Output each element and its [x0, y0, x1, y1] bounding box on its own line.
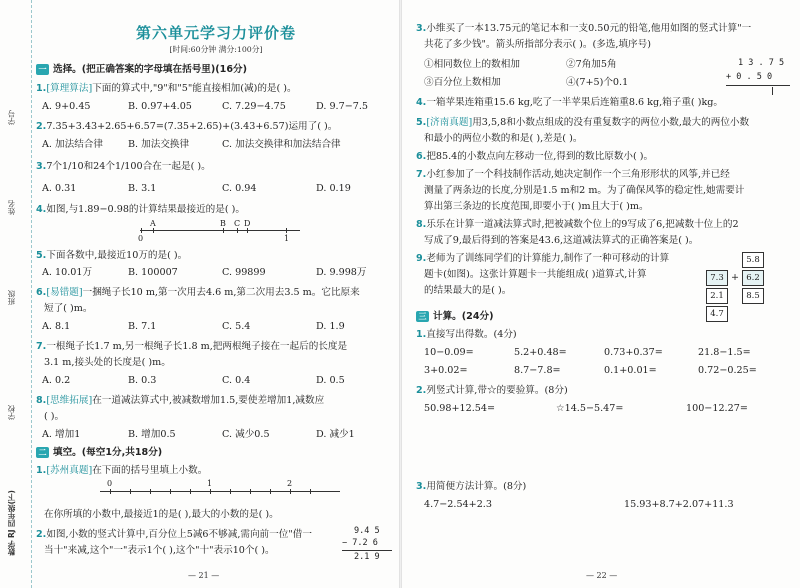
option-c: C. 0.94 [222, 183, 257, 194]
question-tag: [思维拓展] [46, 395, 93, 406]
label-d: D [244, 219, 251, 228]
question-text: 老师为了训练同学们的计算能力,制作了一种可移动的计算 [426, 253, 670, 264]
question-8 [36, 394, 324, 408]
question-text: 如图,与1.89−0.98的计算结果最接近的是( )。 [46, 204, 245, 215]
section-badge: 一 [36, 64, 49, 75]
option-b: B. 加法交换律 [128, 139, 190, 150]
question-number: 2. [416, 385, 427, 396]
question-text: 把85.4的小数点向左移动一位,得到的数比原数小( )。 [426, 151, 654, 162]
option-1: ①相同数位上的数相加 [424, 59, 520, 70]
label-two: 2 [287, 479, 293, 488]
binding-label-class: 班级 [7, 290, 16, 305]
option-3: ③百分位上数相加 [424, 77, 501, 88]
question-text: 一捆绳子长10 m,第一次用去4.6 m,第二次用去3.5 m。它比原来 [82, 287, 360, 298]
question-number: 1. [36, 465, 47, 476]
calc-item: ☆14.5−5.47= [556, 403, 624, 414]
option-d: D. 9.998万 [316, 267, 367, 278]
question-5 [36, 249, 187, 263]
question-text: 小维买了一本13.75元的笔记本和一支0.50元的铅笔,他用如图的竖式计算"一 [426, 23, 752, 34]
question-9-cont2: 的结果最大的是( )。 [424, 285, 512, 296]
fill-question-1 [36, 464, 207, 478]
tick [150, 489, 151, 494]
option-4: ④(7+5)个0.1 [566, 77, 629, 88]
question-text: 7.35+3.43+2.65+6.57=(7.35+2.65)+(3.43+6.57)运用了( )。 [46, 121, 338, 132]
option-b: B. 100007 [128, 267, 178, 278]
question-7 [36, 340, 347, 354]
section-title: 计算。(24分) [433, 311, 494, 322]
card-operator: + [731, 272, 740, 283]
label-b: B [220, 219, 226, 228]
question-4 [36, 203, 245, 217]
binding-label-id: 学号 [7, 110, 16, 125]
question-tag: [济南真题] [426, 117, 473, 128]
tick [141, 228, 142, 233]
question-2 [36, 120, 337, 134]
question-number: 9. [416, 253, 427, 264]
tick [223, 228, 224, 233]
question-9-right [416, 252, 669, 266]
question-number: 3. [416, 481, 427, 492]
calc-item: 0.73+0.37= [604, 347, 663, 358]
addend-2: + 0 . 5 0 [726, 72, 773, 82]
minuend: 9.4 5 [354, 526, 380, 536]
question-3-right [416, 22, 751, 36]
tick [237, 228, 238, 233]
question-7-cont2: 算出第三条边的长度范围,即要小于( )m且大于( )m。 [424, 201, 649, 212]
tick [290, 489, 291, 494]
binding-label-name: 姓名 [7, 200, 16, 215]
question-number: 7. [416, 169, 427, 180]
arrow-icon [772, 87, 773, 95]
option-c: C. 5.4 [222, 321, 251, 332]
question-tag: [算理算法] [46, 83, 93, 94]
page-subtitle: [时间:60分钟 满分:100分] [169, 45, 263, 54]
question-text: 下面的算式中,"9"和"5"能直接相加(减)的是( )。 [92, 83, 297, 94]
calc-item: 50.98+12.54= [424, 403, 496, 414]
calc-question-3 [416, 480, 526, 494]
question-6 [36, 286, 360, 300]
question-number: 1. [416, 329, 427, 340]
question-tag: [苏州真题] [46, 465, 93, 476]
question-number: 6. [416, 151, 427, 162]
sum-line [726, 85, 790, 86]
calc-item: 0.72−0.25= [698, 365, 757, 376]
binding-strip [0, 0, 32, 588]
tick [286, 228, 287, 233]
question-text: 7个1/10和24个1/100合在一起是( )。 [46, 161, 211, 172]
card-top: 5.8 [742, 252, 764, 268]
page-number-right: — 22 — [586, 571, 618, 580]
question-text: 下面各数中,最接近10万的是( )。 [46, 250, 188, 261]
binding-label-book: 数学 RJ 四年级(下) [7, 490, 16, 556]
option-b: B. 0.97+4.05 [128, 101, 192, 112]
section-title: 填空。(每空1分,共18分) [53, 447, 163, 458]
calc-item: 10−0.09= [424, 347, 474, 358]
section-calc-heading [416, 310, 494, 324]
option-d: D. 0.5 [316, 375, 345, 386]
question-text: 用简便方法计算。(8分) [426, 481, 527, 492]
question-number: 3. [416, 23, 427, 34]
section-title: 选择。(把正确答案的字母填在括号里)(16分) [53, 64, 247, 75]
question-5-right [416, 116, 749, 130]
tick [190, 489, 191, 494]
option-a: A. 增加1 [42, 429, 81, 440]
calc-question-2 [416, 384, 568, 398]
option-a: A. 8.1 [42, 321, 71, 332]
question-8-cont: 写成了9,最后得到的答案是43.6,这道减法算式的正确答案是( )。 [424, 235, 699, 246]
calc-item: 0.1+0.01= [604, 365, 657, 376]
question-9-cont: 题卡(如图)。这张计算题卡一共能组成( )道算式,计算 [424, 269, 647, 280]
tick [130, 489, 131, 494]
option-a: A. 9+0.45 [42, 101, 91, 112]
card-left: 7.3 [706, 270, 728, 286]
label-zero: 0 [107, 479, 113, 488]
number-line [140, 230, 300, 231]
fill-question-2 [36, 528, 312, 542]
label-one: 1 [284, 234, 290, 243]
option-b: B. 增加0.5 [128, 429, 176, 440]
option-b: B. 0.3 [128, 375, 157, 386]
question-7-cont: 3.1 m,接头处的长度是( )m。 [44, 357, 171, 368]
tick [170, 489, 171, 494]
calc-item: 21.8−1.5= [698, 347, 751, 358]
calc-item: 15.93+8.7+2.07+11.3 [624, 499, 734, 510]
card-right: 6.2 [742, 270, 764, 286]
question-number: 1. [36, 83, 47, 94]
question-4-right [416, 96, 723, 110]
section-badge: 三 [416, 311, 429, 322]
question-text: 一根绳子长1.7 m,另一根绳子长1.8 m,把两根绳子接在一起后的长度是 [46, 341, 348, 352]
question-number: 8. [36, 395, 47, 406]
question-3 [36, 160, 211, 174]
question-number: 5. [416, 117, 427, 128]
option-a: A. 加法结合律 [42, 139, 103, 150]
question-8-right [416, 218, 739, 232]
question-number: 2. [36, 529, 47, 540]
card-bottom: 4.7 [706, 306, 728, 322]
label-c: C [234, 219, 241, 228]
tick [250, 489, 251, 494]
question-number: 8. [416, 219, 427, 230]
fill-question-2-cont: 当十"来减,这个"一"表示1个( ),这个"十"表示10个( )。 [44, 545, 275, 556]
option-a: A. 10.01万 [42, 267, 93, 278]
question-3-cont: 共花了多少钱"。箭头所指部分表示( )。(多选,填序号) [424, 39, 651, 50]
card-below-right: 8.5 [742, 288, 764, 304]
question-8-cont: ( )。 [44, 411, 65, 422]
option-b: B. 3.1 [128, 183, 157, 194]
question-text: 小红参加了一个科技制作活动,她决定制作一个三角形形状的风筝,并已经 [426, 169, 730, 180]
question-1 [36, 82, 297, 96]
page-number-left: — 21 — [188, 571, 220, 580]
option-c: C. 0.4 [222, 375, 251, 386]
option-d: D. 9.7−7.5 [316, 101, 369, 112]
question-number: 3. [36, 161, 47, 172]
section-choice-heading [36, 63, 247, 77]
addend-1: 1 3 . 7 5 [738, 58, 785, 68]
fill-question-1-cont: 在你所填的小数中,最接近1的是( ),最大的小数的是( )。 [44, 509, 279, 520]
question-text: 用3,5,8和小数点组成的没有重复数字的两位小数,最大的两位小数 [472, 117, 750, 128]
label-zero: 0 [138, 234, 144, 243]
question-7-cont: 测量了两条边的长度,分别是1.5 m和2 m。为了确保风筝的稳定性,她需要计 [424, 185, 745, 196]
option-c: C. 加法交换律和加法结合律 [222, 139, 341, 150]
option-a: A. 0.31 [42, 183, 77, 194]
question-6-cont: 短了( )m。 [44, 303, 93, 314]
calc-item: 3+0.02= [424, 365, 468, 376]
tick [210, 489, 211, 494]
label-one: 1 [207, 479, 213, 488]
tick [247, 228, 248, 233]
option-d: D. 0.19 [316, 183, 351, 194]
question-text: 乐乐在计算一道减法算式时,把被减数个位上的9写成了6,把减数十位上的2 [426, 219, 739, 230]
card-below-left: 2.1 [706, 288, 728, 304]
question-number: 7. [36, 341, 47, 352]
option-b: B. 7.1 [128, 321, 157, 332]
label-a: A [150, 219, 156, 228]
question-number: 5. [36, 250, 47, 261]
option-c: C. 99899 [222, 267, 266, 278]
section-fill-heading [36, 446, 162, 460]
question-text: 在下面的括号里填上小数。 [92, 465, 208, 476]
subtrahend: − 7.2 6 [342, 538, 378, 548]
option-c: C. 7.29−4.75 [222, 101, 286, 112]
tick [270, 489, 271, 494]
question-number: 2. [36, 121, 47, 132]
calc-item: 5.2+0.48= [514, 347, 567, 358]
option-d: D. 1.9 [316, 321, 345, 332]
tick [230, 489, 231, 494]
calc-item: 8.7−7.8= [514, 365, 561, 376]
question-text: 列竖式计算,带☆的要验算。(8分) [426, 385, 568, 396]
right-page [402, 0, 800, 588]
section-badge: 二 [36, 447, 49, 458]
number-line [100, 491, 340, 492]
option-2: ②7角加5角 [566, 59, 617, 70]
question-text: 在一道减法算式中,被减数增加1.5,要使差增加1,减数应 [92, 395, 325, 406]
option-a: A. 0.2 [42, 375, 71, 386]
question-5-cont: 和最小的两位小数的和是( ),差是( )。 [424, 133, 583, 144]
difference: 2.1 9 [354, 552, 380, 562]
question-7-right [416, 168, 730, 182]
option-c: C. 减少0.5 [222, 429, 270, 440]
question-text: 直接写出得数。(4分) [426, 329, 517, 340]
question-number: 6. [36, 287, 47, 298]
question-number: 4. [416, 97, 427, 108]
page-title: 第六单元学习力评价卷 [135, 24, 296, 42]
binding-label-school: 学校 [7, 405, 16, 420]
option-d: D. 减少1 [316, 429, 355, 440]
question-text: 如图,小数的竖式计算中,百分位上5减6不够减,需向前一位"借一 [46, 529, 312, 540]
calc-question-1 [416, 328, 517, 342]
question-6-right [416, 150, 653, 164]
question-tag: [易错题] [46, 287, 83, 298]
calc-item: 4.7−2.54+2.3 [424, 499, 492, 510]
tick [310, 489, 311, 494]
tick [153, 228, 154, 233]
calc-item: 100−12.27= [686, 403, 748, 414]
tick [110, 489, 111, 494]
question-text: 一箱苹果连箱重15.6 kg,吃了一半苹果后连箱重8.6 kg,箱子重( )kg。 [426, 97, 724, 108]
question-number: 4. [36, 204, 47, 215]
